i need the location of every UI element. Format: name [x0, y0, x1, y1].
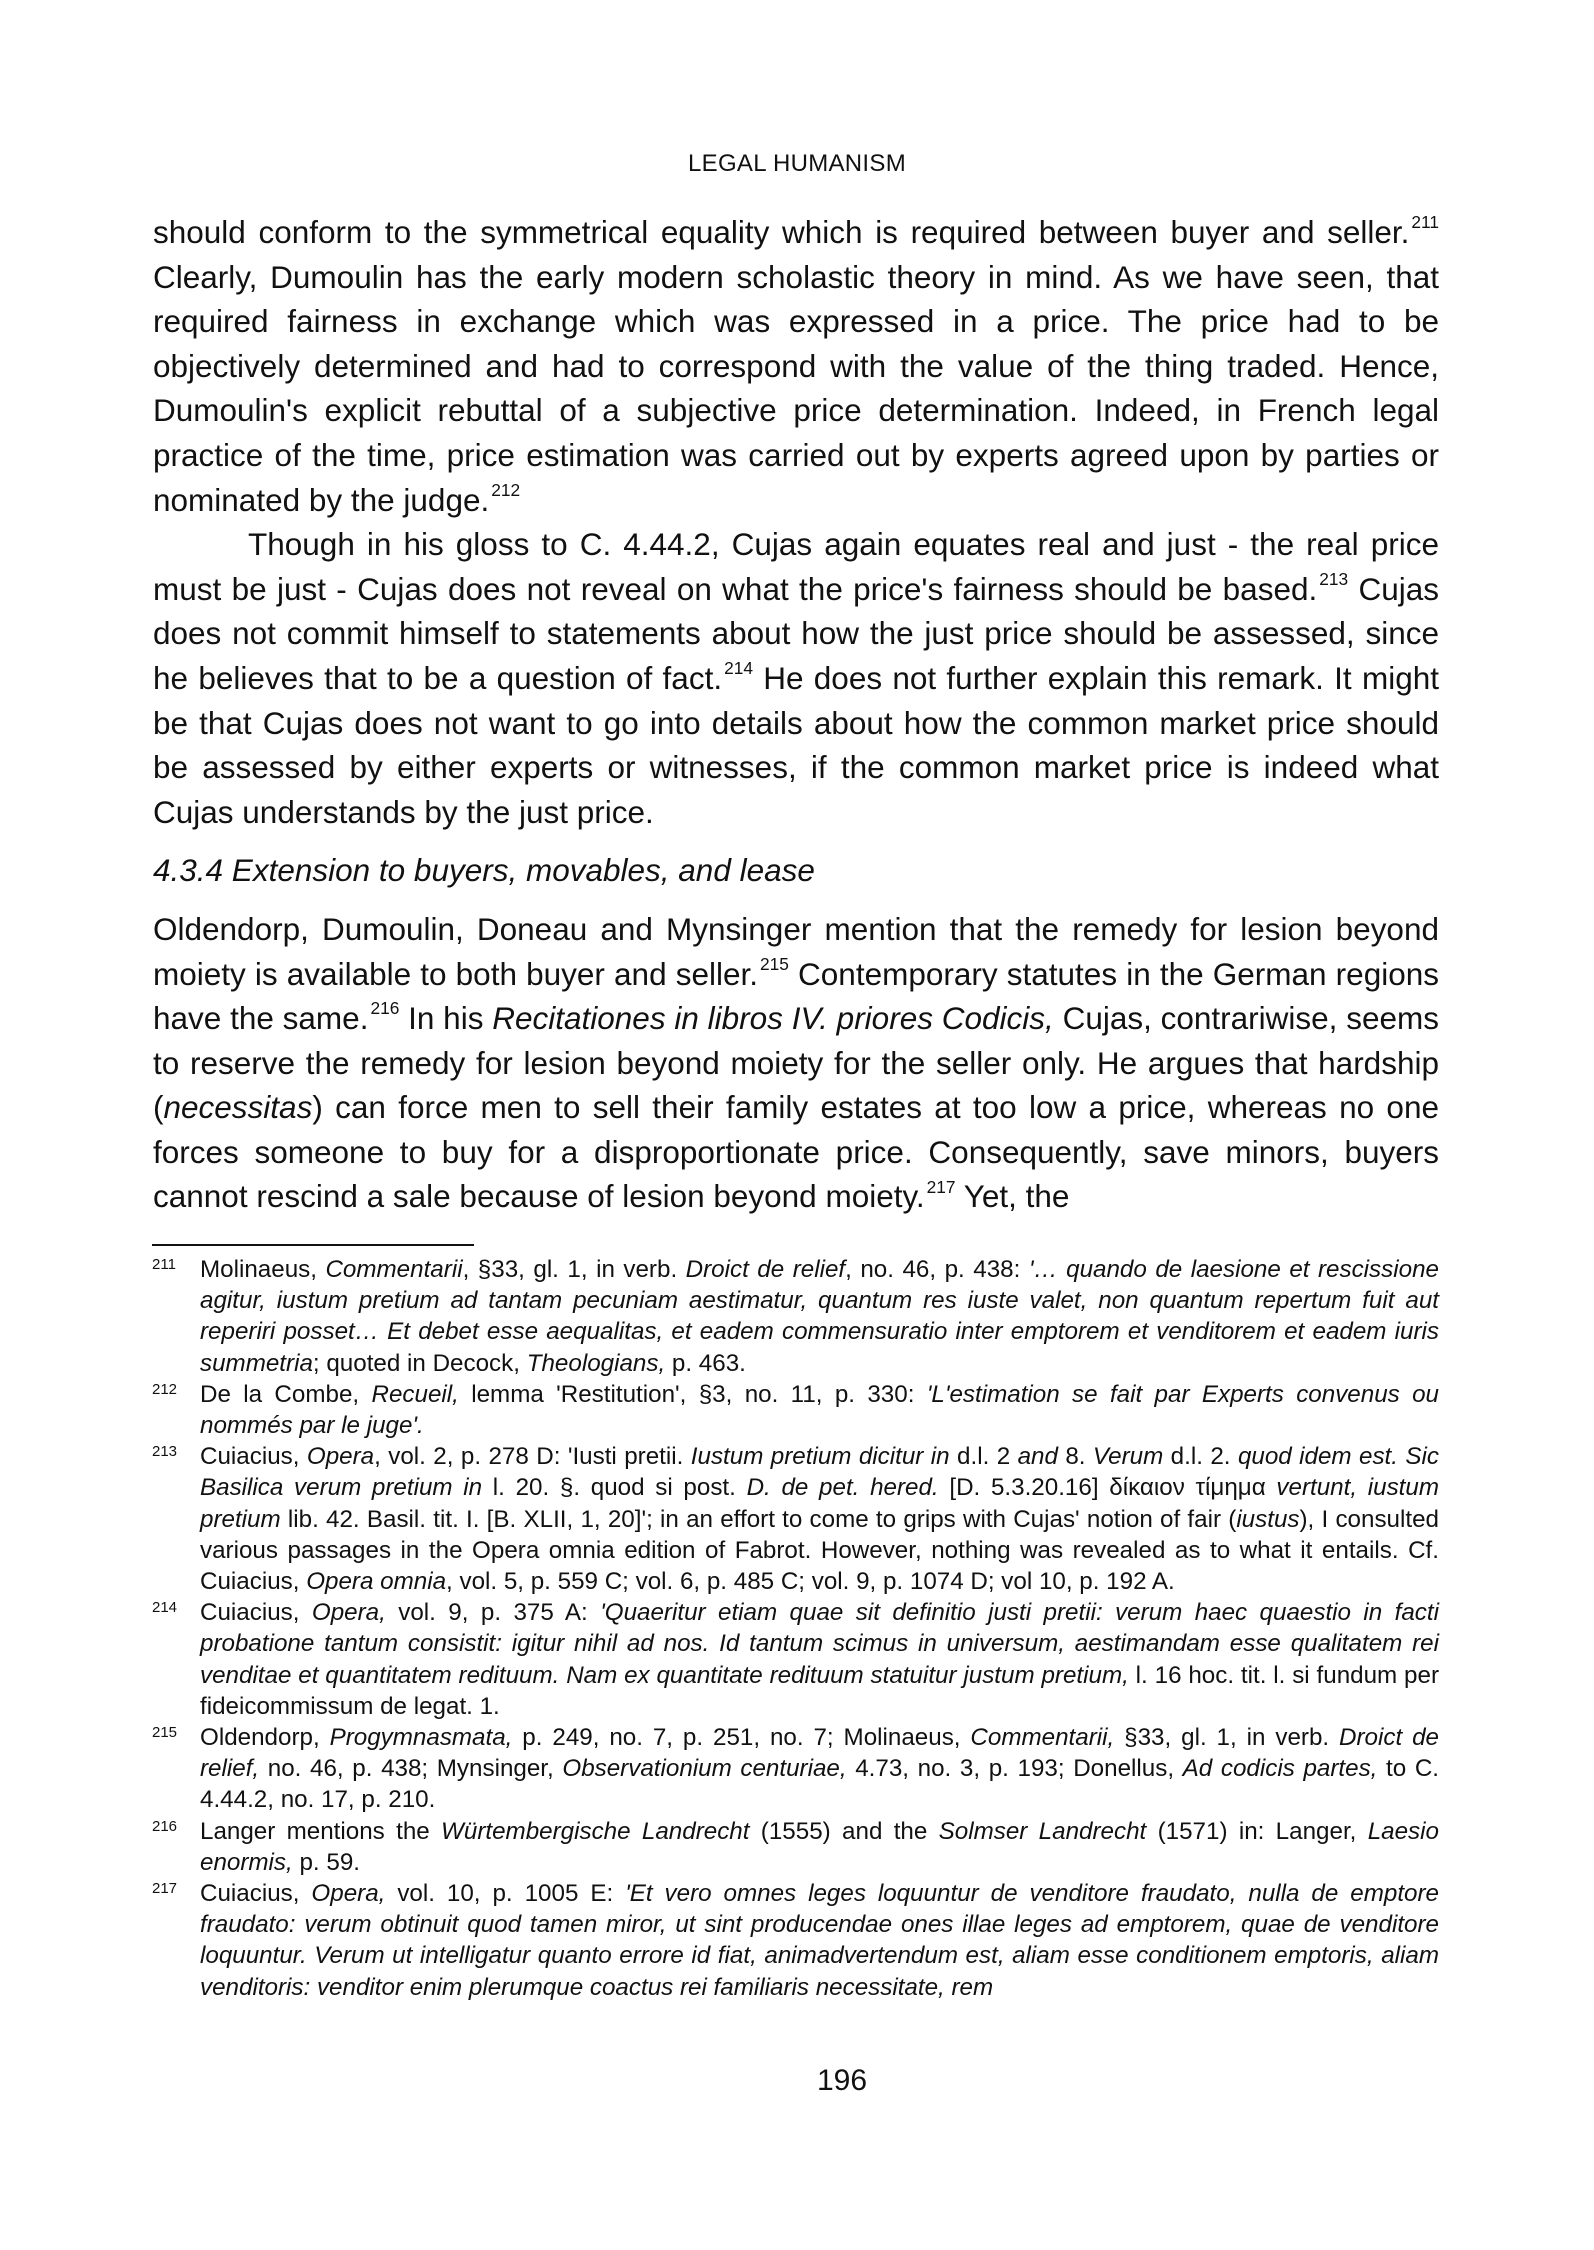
footnote-italic-text: 'L'estimation se fait par Experts convenus ou nommés par le juge'. [200, 1380, 1439, 1440]
footnote-text: De la Combe, [200, 1380, 372, 1408]
footnote-italic-text: Theologians, [526, 1349, 666, 1377]
footnote-text: ), I consulted various passages in the Opera omnia edition of Fabrot. However, nothing was revealed as to what it entails. Cf. Cuiacius, [200, 1505, 1439, 1596]
paragraph-text: Though in his gloss to C. 4.44.2, Cujas again equates real and just - the real price must be just - Cujas does not reveal on what the price's fairness should be based. [153, 526, 1439, 607]
paragraph-text: Cujas, contrariwise, seems to reserve the remedy for lesion beyond moiety for the seller only. He argues that hardship ( [153, 1000, 1439, 1126]
footnotes [152, 1254, 1439, 2003]
footnote-italic-text: Progymnasmata, [329, 1724, 513, 1752]
footnote-ref-213[interactable]: 213 [1319, 569, 1349, 590]
footnote-italic-text: vertunt, iustum pretium [200, 1474, 1440, 1533]
footnote-text: ; quoted in Decock, [312, 1349, 527, 1377]
section-heading: 4.3.4 Extension to buyers, movables, and lease [153, 852, 815, 889]
footnote-text: , no. 46, p. 438: [845, 1256, 1029, 1283]
footnote-text: [D. 5.3.20.16] δίκαιον τίμημα [938, 1474, 1277, 1502]
footnote-text: , vol. 2, p. 278 D: 'Iusti pretii. [374, 1443, 691, 1471]
footnote-italic-text: 'Quaeritur etiam quae sit definitio justi pretii: verum haec quaestio in facti probatione tantum consistit: igitur nihil ad nos. Id tantum scimus in universum, aestimandam esse qualitatem rei venditae et quantitatem redituum. Nam ex quantitate redituum statuitur justum pretium, [200, 1599, 1439, 1689]
footnote-italic-text: Solmser Landrecht [938, 1817, 1147, 1845]
footnote-ref-217[interactable]: 217 [926, 1176, 956, 1197]
footnote-number: 211 [152, 1256, 176, 1273]
footnote-text: 4.73, no. 3, p. 193; Donellus, [846, 1755, 1183, 1783]
footnote-212 [152, 1379, 1439, 1441]
footnote-ref-212[interactable]: 212 [491, 479, 521, 500]
footnote-separator [152, 1244, 474, 1246]
footnote-italic-text: D. de pet. hered. [746, 1474, 939, 1502]
footnote-italic-text: Opera omnia [306, 1568, 447, 1596]
paragraph-text: In his [399, 1000, 493, 1037]
footnote-italic-text: Droict de relief [685, 1256, 846, 1283]
footnote-italic-text: Laesio enormis, [200, 1817, 1439, 1876]
paragraph-text: Cujas does not commit himself to statements about how the just price should be assessed, since he believes that to be a question of fact. [153, 570, 1439, 696]
footnote-text: Molinaeus, [200, 1256, 326, 1283]
footnote-text: vol. 10, p. 1005 E: [385, 1880, 626, 1908]
footnote-italic-text: Verum [1092, 1443, 1164, 1471]
footnote-text: Cuiacius, [200, 1880, 312, 1908]
footnote-text: 8. [1057, 1443, 1093, 1471]
footnote-number: 214 [152, 1599, 178, 1617]
paragraph-text: He does not further explain this remark. It might be that Cujas does not want to go into details about how the common market price should be assessed by either experts or witnesses, if the common market price is indeed what Cujas understands by the just price. [153, 659, 1439, 830]
paragraph-2 [153, 522, 1439, 834]
footnote-217 [152, 1878, 1439, 2003]
paragraph-text: should conform to the symmetrical equality which is required between buyer and seller. [153, 214, 1410, 250]
footnote-text: , vol. 5, p. 559 C; vol. 6, p. 485 C; vol. 9, p. 1074 D; vol 10, p. 192 A. [446, 1568, 1175, 1596]
footnote-ref-215[interactable]: 215 [760, 953, 789, 974]
footnote-italic-text: 'Et vero omnes leges loquuntur de venditore fraudato, nulla de emptore fraudato: verum obtinuit quod tamen miror, ut sint producendae ones illae leges ad emptorem, quae de venditore loquuntur. Verum ut intelligatur quanto errore id fiat, animadvertendum est, aliam esse conditionem emptoris, aliam venditoris: venditor enim plerumque coactus rei familiaris necessitate, rem [200, 1880, 1439, 2001]
paragraph-text: Clearly, Dumoulin has the early modern scholastic theory in mind. As we have seen, that required fairness in exchange which was expressed in a price. The price had to be objectively determined and had to correspond with the value of the thing traded. Hence, Dumoulin's explicit rebuttal of a subjective price determination. Indeed, in French legal practice of the time, price estimation was carried out by experts agreed upon by parties or nominated by the judge. [153, 258, 1439, 518]
footnote-italic-text: iustus [1236, 1505, 1300, 1533]
footnote-text: Cuiacius, [200, 1443, 307, 1471]
footnote-italic-text: Droict de relief, [200, 1724, 1439, 1783]
footnote-text: to C. 4.44.2, no. 17, p. 210. [200, 1755, 1440, 1814]
footnote-italic-text: Opera, [311, 1599, 386, 1627]
footnote-italic-text: and [1017, 1443, 1058, 1471]
footnote-text: (1571) in: Langer, [1146, 1817, 1368, 1845]
footnote-number: 217 [152, 1880, 178, 1898]
footnote-text: no. 46, p. 438; Mynsinger, [259, 1755, 563, 1783]
footnote-italic-text: Opera [306, 1443, 375, 1471]
footnote-italic-text: Opera, [311, 1880, 386, 1908]
main-text [153, 210, 1439, 1219]
footnote-number: 212 [152, 1380, 178, 1398]
footnote-text: p. 59. [292, 1848, 360, 1876]
footnote-ref-211[interactable]: 211 [1411, 212, 1439, 233]
paragraph-1 [153, 210, 1439, 522]
footnote-text: Cuiacius, [200, 1599, 312, 1627]
latin-term: necessitas [163, 1089, 313, 1126]
footnote-text: l. 20. §. quod si post. [482, 1474, 747, 1502]
work-title: Recitationes in libros IV. priores Codicis, [492, 1000, 1054, 1037]
footnote-ref-216[interactable]: 216 [370, 998, 400, 1019]
footnote-text: Langer mentions the [200, 1817, 442, 1845]
footnote-text: d.l. 2 [949, 1443, 1018, 1471]
footnote-214 [152, 1597, 1439, 1722]
footnote-215 [152, 1722, 1439, 1816]
footnote-text: Oldendorp, [200, 1724, 330, 1752]
footnote-text: , §33, gl. 1, in verb. [462, 1256, 686, 1283]
footnote-text: d.l. 2. [1163, 1443, 1238, 1471]
footnote-italic-text: '… quando de laesione et rescissione agitur, iustum pretium ad tantam pecuniam aestimatur, quantum res iuste valet, non quantum repertum fuit aut reperiri posset… Et debet esse aequalitas, et eadem commensuratio inter emptorem et venditorem et eadem iuris summetria [200, 1256, 1439, 1377]
footnote-text: p. 463. [665, 1349, 746, 1377]
footnote-211 [152, 1254, 1439, 1379]
running-header: LEGAL HUMANISM [687, 150, 907, 177]
footnote-text: vol. 9, p. 375 A: [385, 1599, 601, 1627]
footnote-italic-text: Commentarii [325, 1256, 463, 1283]
footnote-italic-text: Observationium centuriae, [562, 1755, 847, 1783]
footnote-italic-text: Ad codicis partes, [1182, 1755, 1378, 1783]
footnote-number: 215 [152, 1724, 178, 1742]
footnote-text: p. 249, no. 7, p. 251, no. 7; Molinaeus, [512, 1724, 971, 1752]
footnote-text: §33, gl. 1, in verb. [1114, 1724, 1340, 1752]
footnote-text: lib. 42. Basil. tit. I. [B. XLII, 1, 20]'; in an effort to come to grips with Cujas' notion of fair ( [280, 1505, 1237, 1533]
footnote-text: lemma 'Restitution', §3, no. 11, p. 330: [458, 1380, 927, 1408]
footnote-number: 216 [152, 1817, 178, 1835]
footnote-italic-text: quod idem est. Sic Basilica verum pretium in [200, 1443, 1439, 1502]
footnote-italic-text: Recueil, [371, 1380, 459, 1408]
footnote-text: (1555) and the [749, 1817, 939, 1845]
footnote-text: l. 16 hoc. tit. l. si fundum per fideicommissum de legat. 1. [200, 1661, 1439, 1720]
footnote-216 [152, 1816, 1439, 1878]
footnote-italic-text: Iustum pretium dicitur in [690, 1443, 950, 1471]
footnote-italic-text: Commentarii, [970, 1724, 1115, 1752]
paragraph-text: ) can force men to sell their family estates at too low a price, whereas no one forces someone to buy for a disproportionate price. Consequently, save minors, buyers cannot rescind a sale because of lesion beyond moiety. [153, 1089, 1439, 1215]
footnote-number: 213 [152, 1443, 178, 1461]
paragraph-text: Contemporary statutes in the German regions have the same. [153, 955, 1439, 1037]
paragraph-text: Yet, the [955, 1178, 1070, 1215]
paragraph-text: Oldendorp, Dumoulin, Doneau and Mynsinger mention that the remedy for lesion beyond moiety is available to both buyer and seller. [153, 910, 1439, 992]
page-number: 196 [816, 2064, 868, 2097]
footnote-213 [152, 1441, 1439, 1597]
paragraph-3 [153, 907, 1439, 1219]
footnote-italic-text: Würtembergische Landrecht [441, 1817, 750, 1845]
footnote-ref-214[interactable]: 214 [724, 658, 753, 679]
